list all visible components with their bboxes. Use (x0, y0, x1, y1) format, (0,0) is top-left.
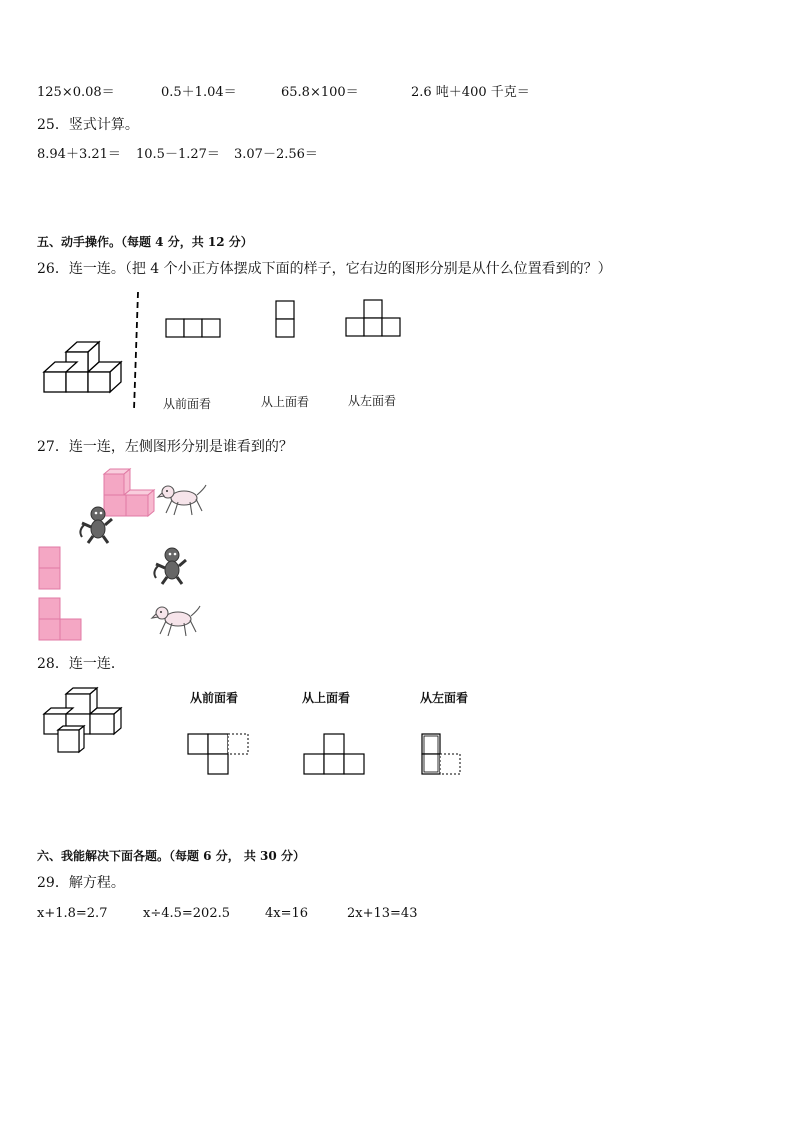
q28-view-left (421, 733, 465, 777)
monkey-icon (78, 505, 114, 545)
q26-view-3 (345, 299, 403, 339)
q27-title: 27．连一连，左侧图形分别是谁看到的？ (37, 439, 293, 455)
q27-shape-vertical (38, 546, 62, 590)
q26-cube-stack (40, 334, 130, 400)
q28-label-left: 从左面看 (420, 691, 469, 705)
calc-3: 65.8×100＝ (281, 85, 359, 100)
monkey-icon (152, 546, 188, 586)
calc-2: 0.5＋1.04＝ (161, 85, 237, 100)
q29-item-1: x+1.8=2.7 (37, 906, 108, 921)
calc-4: 2.6 吨＋400 千克＝ (411, 85, 530, 100)
dog-icon (158, 483, 208, 519)
q27-shape-L (38, 597, 84, 641)
q25-item-2: 10.5－1.27＝ (136, 147, 220, 162)
q28-label-top: 从上面看 (302, 691, 351, 705)
q26-title: 26．连一连。（把 4 个小正方体摆成下面的样子，它右边的图形分别是从什么位置看到的？） (37, 261, 612, 277)
q25-item-1: 8.94＋3.21＝ (37, 147, 121, 162)
q28-title: 28．连一连． (37, 656, 125, 672)
q25-title: 25．竖式计算。 (37, 117, 139, 133)
q28-label-front: 从前面看 (190, 691, 239, 705)
calc-1: 125×0.08＝ (37, 85, 115, 100)
q29-title: 29．解方程。 (37, 875, 125, 891)
q28-view-top (303, 733, 367, 777)
section5-heading: 五、动手操作。（每题 4 分，共 12 分） (37, 235, 253, 249)
q29-item-2: x÷4.5=202.5 (143, 906, 231, 921)
q26-view-1 (165, 318, 223, 340)
q28-view-front (187, 733, 251, 777)
q26-label-top: 从上面看 (261, 395, 310, 409)
q28-cube-stack (42, 686, 126, 756)
q26-divider-dashed (128, 290, 142, 412)
q26-view-2 (275, 300, 297, 340)
q25-item-3: 3.07－2.56＝ (234, 147, 318, 162)
dog-icon (152, 604, 202, 640)
q29-item-3: 4x=16 (265, 906, 309, 921)
q29-item-4: 2x+13=43 (347, 906, 418, 921)
q26-label-front: 从前面看 (163, 397, 212, 411)
section6-heading: 六、我能解决下面各题。（每题 6 分， 共 30 分） (37, 849, 305, 863)
q26-label-left: 从左面看 (348, 394, 397, 408)
